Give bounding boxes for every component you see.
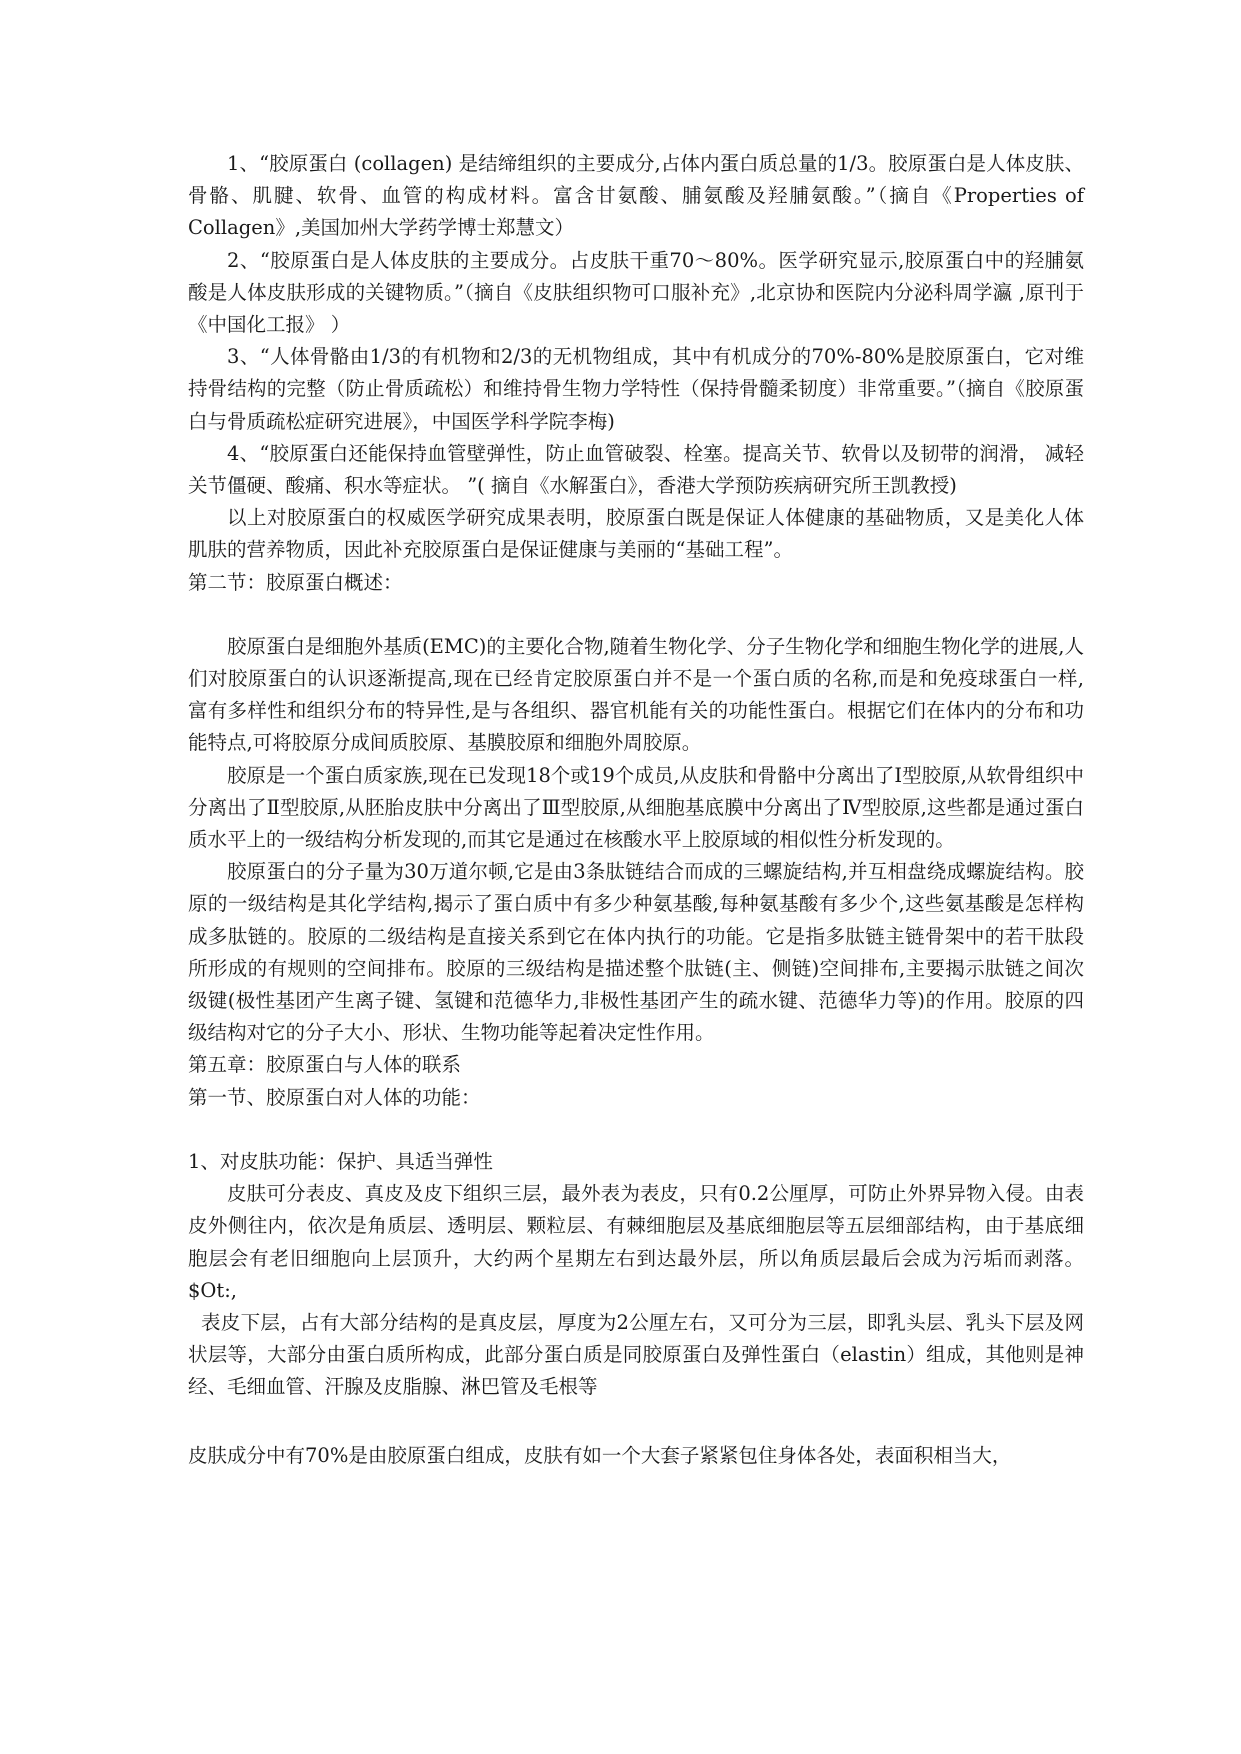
paragraph-quote-1: 1、“胶原蛋白 (collagen) 是结缔组织的主要成分,占体内蛋白质总量的1/3。胶原蛋白是人体皮肤、骨骼、肌腱、软骨、血管的构成材料。富含甘氨酸、脯氨酸及羟脯氨酸。”（摘自《Properties of Collagen》,美国加州大学药学博士郑慧文） bbox=[188, 152, 1084, 240]
paragraph-collagen-definition: 胶原蛋白是细胞外基质(EMC)的主要化合物,随着生物化学、分子生物化学和细胞生物化学的进展,人们对胶原蛋白的认识逐渐提高,现在已经肯定胶原蛋白并不是一个蛋白质的名称,而是和免疫球蛋白一样,富有多样性和组织分布的特异性,是与各组织、器官机能有关的功能性蛋白。根据它们在体内的分布和功能特点,可将胶原分成间质胶原、基膜胶原和细胞外周胶原。 bbox=[188, 634, 1084, 755]
paragraph-quote-3: 3、“人体骨骼由1/3的有机物和2/3的无机物组成，其中有机成分的70%-80%是胶原蛋白，它对维持骨结构的完整（防止骨质疏松）和维持骨生物力学特性（保持骨髓柔韧度）非常重要。”（摘自《胶原蛋白与骨质疏松症研究进展》，中国医学科学院李梅) bbox=[188, 345, 1084, 433]
paragraph-collagen-family: 胶原是一个蛋白质家族,现在已发现18个或19个成员,从皮肤和骨骼中分离出了Ⅰ型胶原,从软骨组织中分离出了Ⅱ型胶原,从胚胎皮肤中分离出了Ⅲ型胶原,从细胞基底膜中分离出了Ⅳ型胶原,这些都是通过蛋白质水平上的一级结构分析发现的,而其它是通过在核酸水平上胶原域的相似性分析发现的。 bbox=[188, 763, 1084, 852]
paragraph-quote-2: 2、“胶原蛋白是人体皮肤的主要成分。占皮肤干重70～80%。医学研究显示,胶原蛋白中的羟脯氨酸是人体皮肤形成的关键物质。”（摘自《皮肤组织物可口服补充》,北京协和医院内分泌科周学瀛 ,原刊于《中国化工报》 ） bbox=[188, 248, 1084, 337]
chapter-heading-5: 第五章：胶原蛋白与人体的联系 bbox=[188, 1053, 462, 1077]
section-heading-functions: 第一节、胶原蛋白对人体的功能： bbox=[188, 1085, 481, 1109]
blank-line bbox=[188, 1114, 1084, 1146]
paragraph-summary: 以上对胶原蛋白的权威医学研究成果表明，胶原蛋白既是保证人体健康的基础物质，又是美化人体肌肤的营养物质，因此补充胶原蛋白是保证健康与美丽的“基础工程”。 bbox=[188, 506, 1084, 562]
paragraph-skin-layers: 皮肤可分表皮、真皮及皮下组织三层，最外表为表皮，只有0.2公厘厚，可防止外界异物入侵。由表皮外侧往内，依次是角质层、透明层、颗粒层、有棘细胞层及基底细胞层等五层细部结构，由于基底细胞层会有老旧细胞向上层顶升，大约两个星期左右到达最外层，所以角质层最后会成为污垢而剥落。 $Ot:, bbox=[188, 1182, 1084, 1302]
paragraph-collagen-structure: 胶原蛋白的分子量为30万道尔顿,它是由3条肽链结合而成的三螺旋结构,并互相盘绕成螺旋结构。胶原的一级结构是其化学结构,揭示了蛋白质中有多少种氨基酸,每种氨基酸有多少个,这些氨基酸是怎样构成多肽链的。胶原的二级结构是直接关系到它在体内执行的功能。它是指多肽链主链骨架中的若干肽段所形成的有规则的空间排布。胶原的三级结构是描述整个肽链(主、侧链)空间排布,主要揭示肽链之间次级键(极性基团产生离子键、氢键和范德华力,非极性基团产生的疏水键、范德华力等)的作用。胶原的四级结构对它的分子大小、形状、生物功能等起着决定性作用。 bbox=[188, 860, 1084, 1045]
section-heading-overview: 第二节：胶原蛋白概述： bbox=[188, 570, 403, 594]
document-page bbox=[188, 148, 1084, 1472]
paragraph-dermis: 表皮下层，占有大部分结构的是真皮层，厚度为2公厘左右，又可分为三层，即乳头层、乳头下层及网状层等，大部分由蛋白质所构成，此部分蛋白质是同胶原蛋白及弹性蛋白（elastin）组成，其他则是神经、毛细血管、汗腺及皮脂腺、淋巴管及毛根等 bbox=[188, 1310, 1084, 1399]
subheading-skin-function: 1、对皮肤功能：保护、具适当弹性 bbox=[188, 1149, 493, 1173]
paragraph-quote-4: 4、“胶原蛋白还能保持血管壁弹性，防止血管破裂、栓塞。提高关节、软骨以及韧带的润滑， 减轻关节僵硬、酸痛、积水等症状。 ”( 摘自《水解蛋白》，香港大学预防疾病研究所王凯教授) bbox=[188, 441, 1084, 498]
blank-line bbox=[188, 1404, 1084, 1440]
blank-line bbox=[188, 599, 1084, 631]
paragraph-skin-composition: 皮肤成分中有70%是由胶原蛋白组成，皮肤有如一个大套子紧紧包住身体各处，表面积相当大， bbox=[188, 1443, 1012, 1467]
